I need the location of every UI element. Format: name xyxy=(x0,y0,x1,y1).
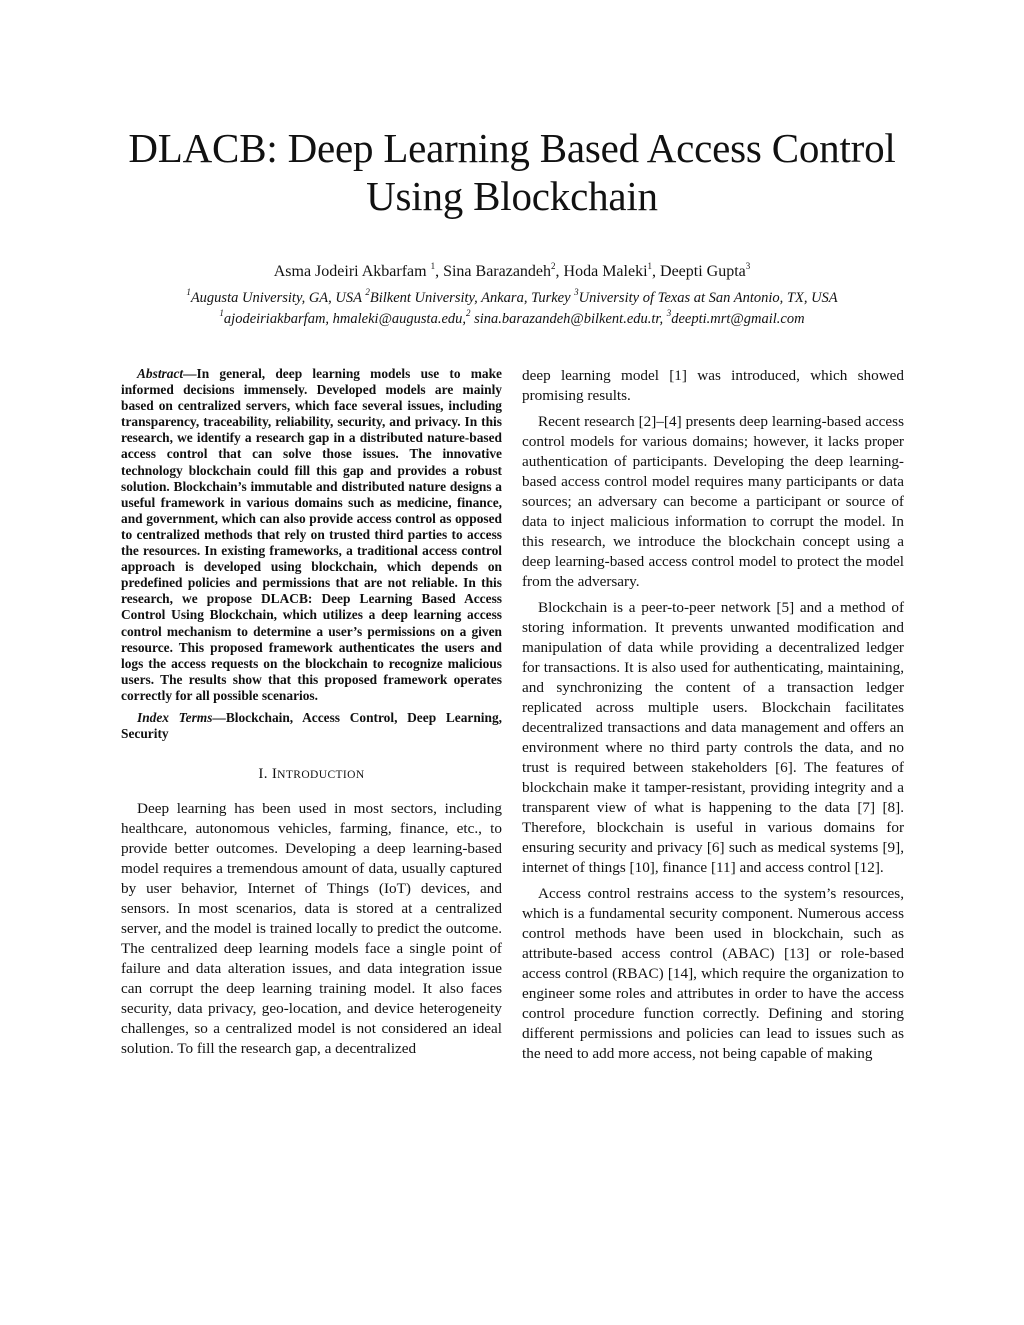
author-1-sup: 1 xyxy=(430,261,436,271)
abstract-text: —In general, deep learning models use to make informed decisions immensely. Developed models are mainly based on centralized servers, which face several issues, including transparency, traceability, reliability, security, and privacy. In this research, we identify a research gap in a distributed nature-based access control that can solve those issues. The innovative technology blockchain could fill this gap and provides a robust solution. Blockchain’s immutable and distributed nature designs a useful framework in various domains such as medicine, finance, and government, which can also provide access control as opposed to centralized methods that rely on trusted third parties to access the resources. In existing frameworks, a traditional access control approach is developed using blockchain, which depends on predefined policies and permissions that are not reliable. In this research, we propose DLACB: Deep Learning Based Access Control Using Blockchain, which utilizes a deep learning access control mechanism to determine a user’s permissions on a given resource. This proposed framework authenticates the users and logs the access requests on the blockchain to recognize malicious users. The results show that this proposed framework operates correctly for all possible scenarios. xyxy=(121,366,502,703)
email-sup: 2 xyxy=(466,308,471,318)
affil-sup: 1 xyxy=(186,287,191,297)
affil-utsa: University of Texas at San Antonio, TX, USA xyxy=(578,290,838,306)
affiliation-line xyxy=(60,288,964,309)
paragraph-blockchain: Blockchain is a peer-to-peer network [5] and a method of storing information. It prevents unwanted modification and manipulation of data while providing a decentralized ledger for transactions. It is also used for authenticating, maintaining, and synchronizing the content of a transaction ledger replicated across multiple users. Blockchain facilitates decentralized transactions and data management and offers an environment where no third party controls the data, and no trust is required between stakeholders [6]. The features of blockchain make it tamper-resistant, providing integrity and a transparent view of what is happening to the data [7] [8]. Therefore, blockchain is useful in various domains for ensuring security and privacy [6] such as medical systems [9], internet of things [10], finance [11] and access control [12]. xyxy=(522,599,904,876)
abstract xyxy=(121,366,502,704)
section-heading-introduction xyxy=(121,764,502,785)
affil-bilkent: Bilkent University, Ankara, Turkey xyxy=(369,290,575,306)
paragraph-recent-research: Recent research [2]–[4] presents deep learning-based access control models for various domains; however, it lacks proper authentication of participants. Developing the deep learning-based access control model requires many participants or data sources; an adversary can become a participant or source of data to inject malicious information to corrupt the model. In this research, we introduce the blockchain concept using a deep learning-based access control model to protect the model from the adversary. xyxy=(522,413,904,590)
author-2: , Sina Barazandeh xyxy=(435,263,552,280)
title-line-1: DLACB: Deep Learning Based Access Control xyxy=(128,125,896,171)
email-line xyxy=(60,309,964,330)
email-bilkent: sina.barazandeh@bilkent.edu.tr, xyxy=(470,311,667,327)
author-1: Asma Jodeiri Akbarfam xyxy=(273,263,431,280)
author-3: , Hoda Maleki xyxy=(555,263,648,280)
affil-sup: 3 xyxy=(574,287,579,297)
right-column xyxy=(522,366,904,1064)
title-line-2: Using Blockchain xyxy=(366,173,658,219)
affil-augusta: Augusta University, GA, USA xyxy=(190,290,366,306)
author-4: , Deepti Gupta xyxy=(652,263,746,280)
email-gmail: deepti.mrt@gmail.com xyxy=(671,311,805,327)
index-terms-lead: Index Terms xyxy=(137,709,213,725)
affiliations xyxy=(60,288,964,330)
paragraph-access-control: Access control restrains access to the system’s resources, which is a fundamental security component. Numerous access control methods have been used in blockchain, such as attribute-based access control (ABAC) [13] or role-based access control (RBAC) [14], which require the organization to engineer some roles and attributes in order to have the access control procedure function correctly. Defining and storing different permissions and policies can lead to issues such as the need to add more access, not being capable of making xyxy=(522,885,904,1062)
intro-paragraph: Deep learning has been used in most sectors, including healthcare, autonomous vehicles, farming, finance, etc., to provide better outcomes. Developing a deep learning-based model requires a tremendous amount of data, usually captured by user behavior, Internet of Things (IoT) devices, and sensors. In most scenarios, data is stored at a centralized server, and the model is trained locally to predict the outcome. The centralized deep learning models face a single point of failure and data alteration issues, and data integration issue can corrupt the deep learning training model. It also faces security, data privacy, geo-location, and device heterogeneity challenges, so a centralized model is not considered an ideal solution. To fill the research gap, a decentralized xyxy=(121,800,502,1058)
index-terms xyxy=(121,710,502,742)
section-first-letter: I xyxy=(271,766,278,783)
paragraph-continued: deep learning model [1] was introduced, which showed promising results. xyxy=(522,367,904,404)
paper-title xyxy=(60,124,964,220)
author-3-sup: 1 xyxy=(647,261,653,271)
author-list xyxy=(60,262,964,282)
email-augusta: ajodeiriakbarfam, hmaleki@augusta.edu, xyxy=(223,311,467,327)
author-2-sup: 2 xyxy=(551,261,556,271)
affil-sup: 2 xyxy=(365,287,370,297)
author-4-sup: 3 xyxy=(745,261,751,271)
section-title-rest: NTRODUCTION xyxy=(277,769,365,782)
email-sup: 3 xyxy=(666,308,672,318)
abstract-lead: Abstract xyxy=(137,366,184,381)
section-numeral: I. xyxy=(258,766,272,783)
index-terms-text: —Blockchain, Access Control, Deep Learning, Security xyxy=(121,709,503,742)
left-column xyxy=(121,366,502,1059)
email-sup: 1 xyxy=(219,308,224,318)
